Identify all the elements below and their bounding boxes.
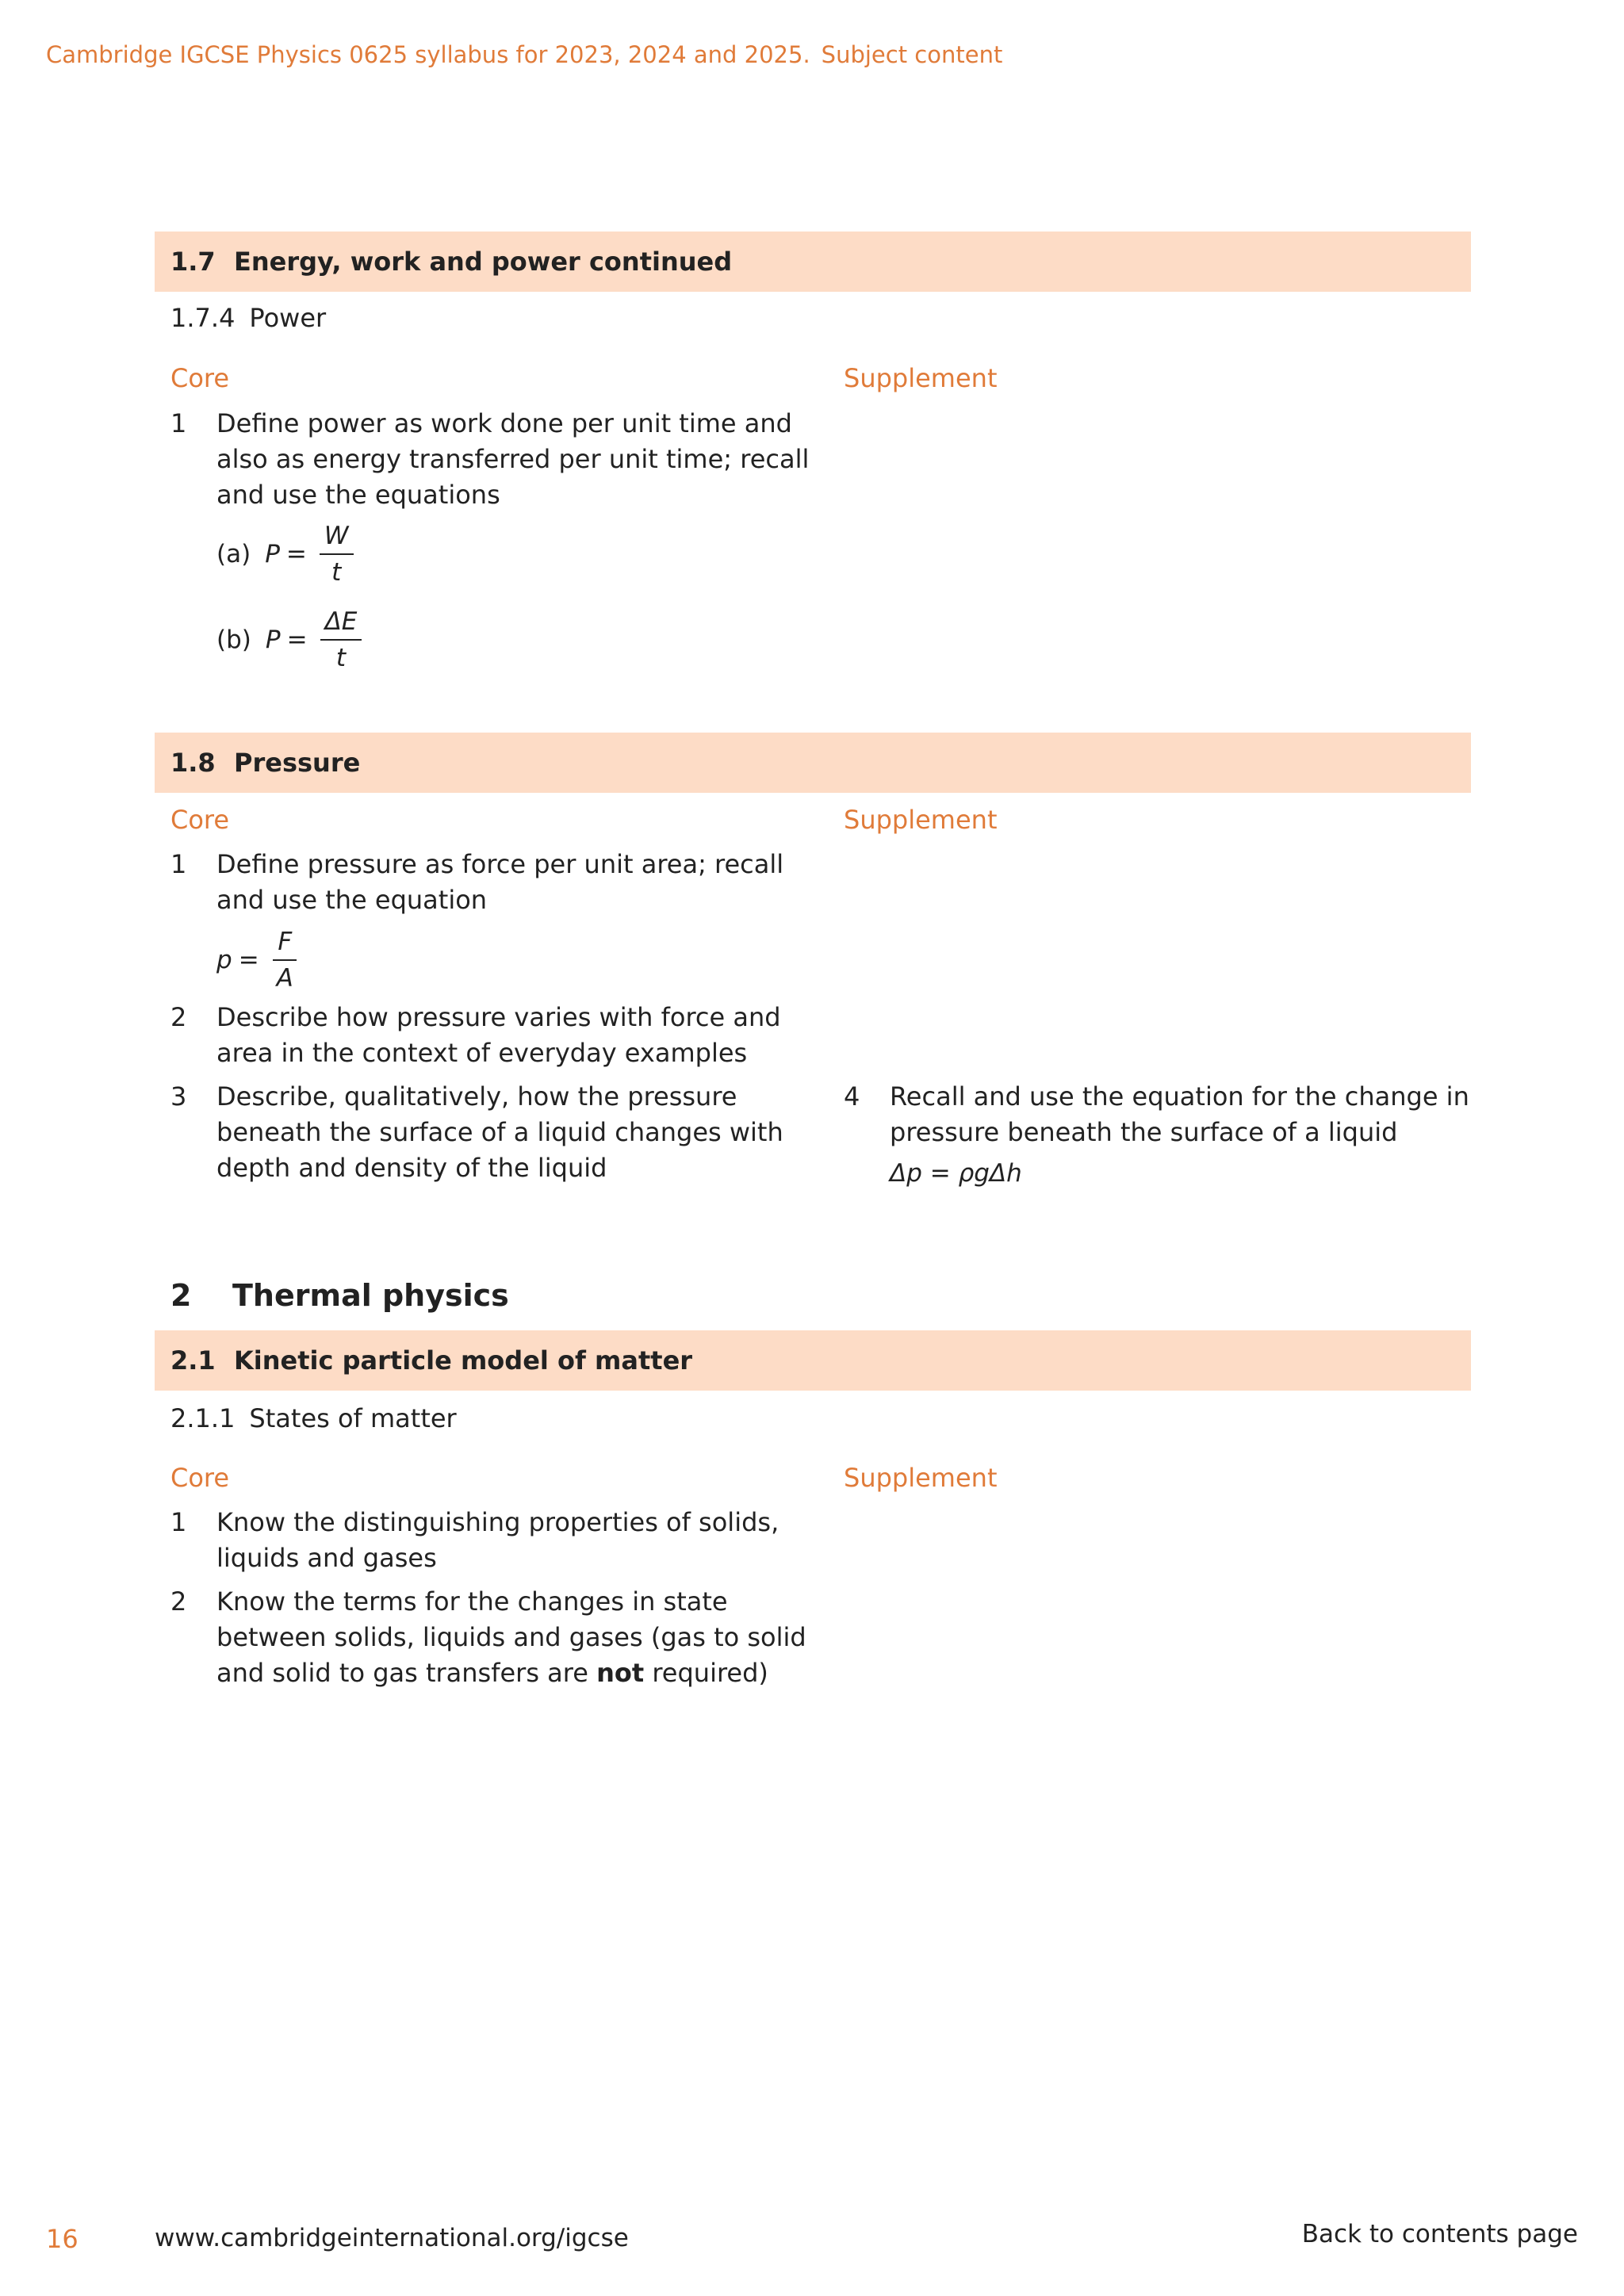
item-number: 2 <box>170 1586 187 1617</box>
emphasis-not: not <box>596 1658 645 1688</box>
equals-sign: = <box>286 626 308 654</box>
website-link[interactable]: www.cambridgeinternational.org/igcse <box>155 2224 629 2252</box>
section-title: Pressure <box>234 748 361 778</box>
equals-sign: = <box>238 946 259 974</box>
running-header <box>46 41 1002 68</box>
subsection-title: States of matter <box>249 1403 457 1433</box>
subsection-number: 2.1.1 <box>170 1403 236 1433</box>
item-text: Recall and use the equation for the change in pressure beneath the surface of a liquid <box>890 1081 1469 1147</box>
item-text: Define power as work done per unit time and also as energy transferred per unit time; recall and use the equations <box>216 408 810 510</box>
equals-sign: = <box>285 540 307 568</box>
equation-label: (b) <box>216 626 251 654</box>
item-number: 4 <box>844 1081 860 1112</box>
item-text: Know the distinguishing properties of solids, liquids and gases <box>216 1507 779 1573</box>
section-1-7-heading <box>155 232 1471 292</box>
equation-label: (a) <box>216 540 251 568</box>
item-number: 3 <box>170 1081 187 1112</box>
fraction <box>272 926 298 994</box>
equation-lhs: p <box>216 946 232 974</box>
numerator: F <box>273 926 297 961</box>
item-text: Define pressure as force per unit area; recall and use the equation <box>216 849 784 915</box>
equation-pressure <box>216 926 298 994</box>
equation-power-work <box>216 520 354 588</box>
section-1-8-heading <box>155 733 1471 793</box>
supplement-label: Supplement <box>844 1463 998 1493</box>
equation-power-energy <box>216 606 362 674</box>
supplement-label: Supplement <box>844 805 998 835</box>
header-section: Subject content <box>821 41 1003 68</box>
equation-lhs: P <box>265 626 281 654</box>
subsection-2-1-1-heading <box>170 1403 457 1433</box>
item-text-part: Know the terms for the changes in state between solids, liquids and gases (gas to solid and solid to gas transfers are <box>216 1586 806 1688</box>
fraction <box>320 520 354 588</box>
equation-pressure-change: Δp = ρgΔh <box>890 1159 1022 1188</box>
equation-lhs: P <box>265 540 280 568</box>
document-title: Cambridge IGCSE Physics 0625 syllabus for 2023, 2024 and 2025. <box>46 41 810 68</box>
denominator: t <box>331 558 342 587</box>
item-text-part: required) <box>644 1658 768 1688</box>
item-number: 1 <box>170 849 187 879</box>
denominator: t <box>335 644 347 672</box>
numerator: W <box>320 520 354 555</box>
item-number: 1 <box>170 408 187 438</box>
section-number: 2.1 <box>170 1345 216 1376</box>
page-number: 16 <box>46 2224 79 2254</box>
chapter-title: Thermal physics <box>232 1278 509 1313</box>
numerator: ΔE <box>320 606 362 641</box>
section-title: Energy, work and power continued <box>234 247 733 277</box>
fraction <box>320 606 362 674</box>
section-number: 1.7 <box>170 247 216 277</box>
core-label: Core <box>170 1463 230 1493</box>
back-to-contents-link[interactable]: Back to contents page <box>1301 2220 1578 2248</box>
chapter-number: 2 <box>170 1278 192 1313</box>
section-2-1-heading <box>155 1330 1471 1391</box>
supplement-label: Supplement <box>844 363 998 393</box>
denominator: A <box>276 964 293 993</box>
section-number: 1.8 <box>170 748 216 778</box>
item-number: 1 <box>170 1507 187 1537</box>
core-label: Core <box>170 805 230 835</box>
item-number: 2 <box>170 1002 187 1032</box>
subsection-number: 1.7.4 <box>170 303 236 333</box>
chapter-2-heading <box>170 1278 509 1313</box>
section-title: Kinetic particle model of matter <box>234 1345 693 1376</box>
item-text: Describe how pressure varies with force and area in the context of everyday examples <box>216 1002 781 1068</box>
subsection-title: Power <box>249 303 327 333</box>
core-label: Core <box>170 363 230 393</box>
item-text: Describe, qualitatively, how the pressure beneath the surface of a liquid changes with depth and density of the liquid <box>216 1081 783 1183</box>
item-text <box>216 1584 819 1691</box>
subsection-1-7-4-heading <box>170 303 326 333</box>
